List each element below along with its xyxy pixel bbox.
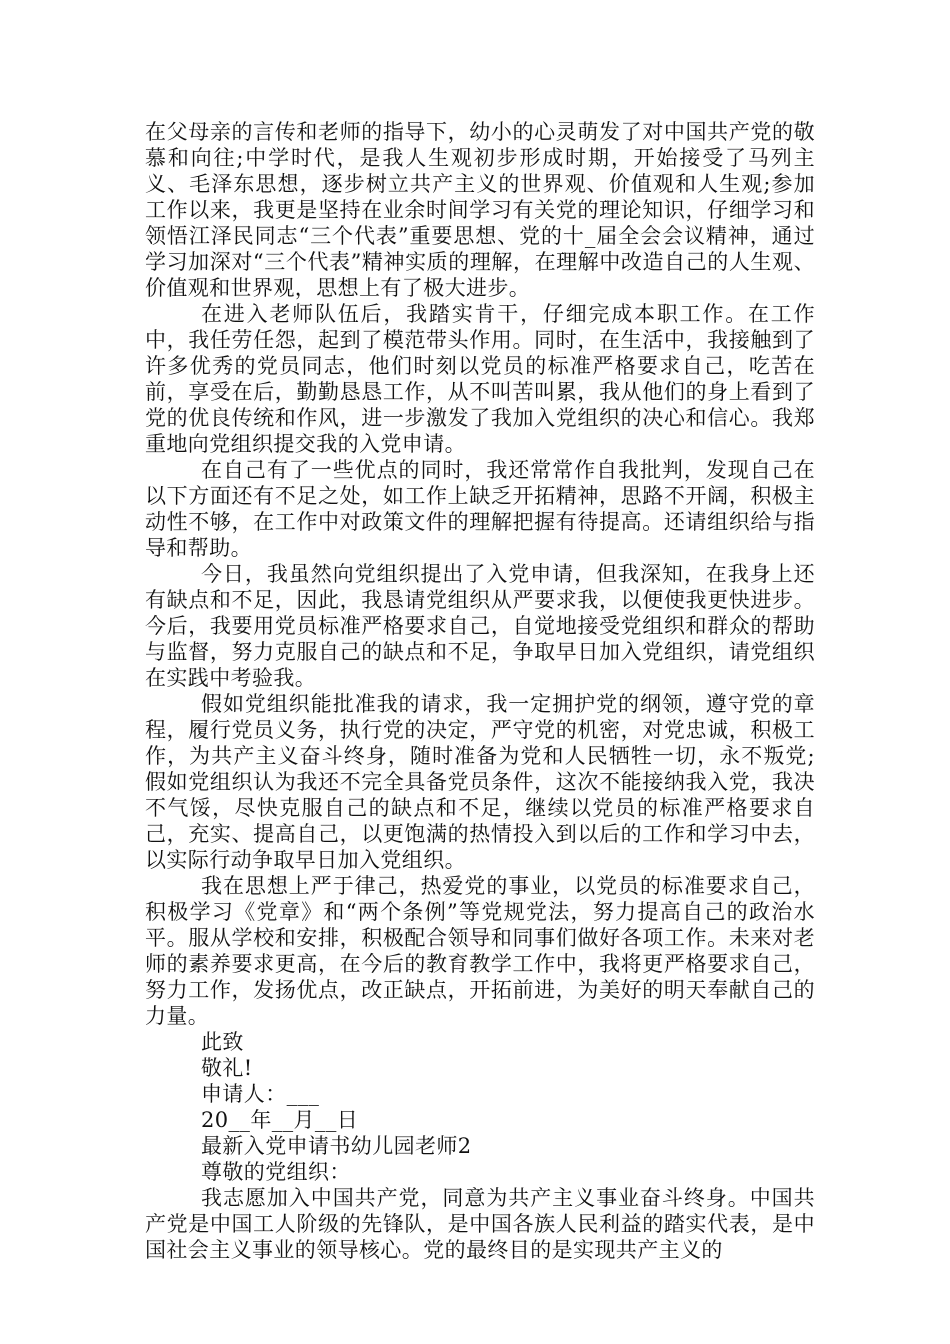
- body-paragraph-5: 假如党组织能批准我的请求，我一定拥护党的纲领，遵守党的章程，履行党员义务，执行党的决定，严守党的机密，对党忠诚，积极工作，为共产主义奋斗终身，随时准备为党和人民牺牲一切，永不叛党;假如党组织认为我还不完全具备党员条件，这次不能接纳我入党，我决不气馁，尽快克服自己的缺点和不足，继续以党员的标准严格要求自己，充实、提高自己，以更饱满的热情投入到以后的工作和学习中去，以实际行动争取早日加入党组织。: [145, 692, 815, 872]
- salute-line: 敬礼!: [201, 1056, 253, 1080]
- body-paragraph-7: 我志愿加入中国共产党，同意为共产主义事业奋斗终身。中国共产党是中国工人阶级的先锋队，是中国各族人民利益的踏实代表，是中国社会主义事业的领导核心。党的最终目的是实现共产主义的: [145, 1186, 815, 1262]
- document-page: [145, 119, 815, 1263]
- body-paragraph-4: 今日，我虽然向党组织提出了入党申请，但我深知，在我身上还有缺点和不足，因此，我恳请党组织从严要求我，以便使我更快进步。今后，我要用党员标准严格要求自己，自觉地接受党组织和群众的帮助与监督，努力克服自己的缺点和不足，争取早日加入党组织，请党组织在实践中考验我。: [145, 562, 815, 690]
- body-paragraph-3: 在自己有了一些优点的同时，我还常常作自我批判，发现自己在以下方面还有不足之处，如工作上缺乏开拓精神，思路不开阔，积极主动性不够，在工作中对政策文件的理解把握有待提高。还请组织给与指导和帮助。: [145, 458, 815, 560]
- applicant-line: 申请人：___: [201, 1082, 320, 1106]
- date-line: 20__年__月__日: [201, 1108, 359, 1132]
- body-paragraph-6: 我在思想上严于律己，热爱党的事业，以党员的标准要求自己，积极学习《党章》和“两个条例”等党规党法，努力提高自己的政治水平。服从学校和安排，积极配合领导和同事们做好各项工作。未来对老师的素养要求更高，在今后的教育教学工作中，我将更严格要求自己，努力工作，发扬优点，改正缺点，开拓前进，为美好的明天奉献自己的力量。: [145, 874, 815, 1028]
- body-paragraph-2: 在进入老师队伍后，我踏实肯干，仔细完成本职工作。在工作中，我任劳任怨，起到了模范带头作用。同时，在生活中，我接触到了许多优秀的党员同志，他们时刻以党员的标准严格要求自己，吃苦在前，享受在后，勤勤恳恳工作，从不叫苦叫累，我从他们的身上看到了党的优良传统和作风，进一步激发了我加入党组织的决心和信心。我郑重地向党组织提交我的入党申请。: [145, 302, 815, 456]
- greeting-line: 尊敬的党组织：: [201, 1160, 351, 1184]
- next-letter-title: 最新入党申请书幼儿园老师2: [201, 1134, 472, 1158]
- closing-line: 此致: [201, 1030, 244, 1054]
- body-paragraph-1: 在父母亲的言传和老师的指导下，幼小的心灵萌发了对中国共产党的敬慕和向往;中学时代，是我人生观初步形成时期，开始接受了马列主义、毛泽东思想，逐步树立共产主义的世界观、价值观和人生观;参加工作以来，我更是坚持在业余时间学习有关党的理论知识，仔细学习和领悟江泽民同志“三个代表”重要思想、党的十_届全会会议精神，通过学习加深对“三个代表”精神实质的理解，在理解中改造自己的人生观、价值观和世界观，思想上有了极大进步。: [145, 120, 815, 300]
